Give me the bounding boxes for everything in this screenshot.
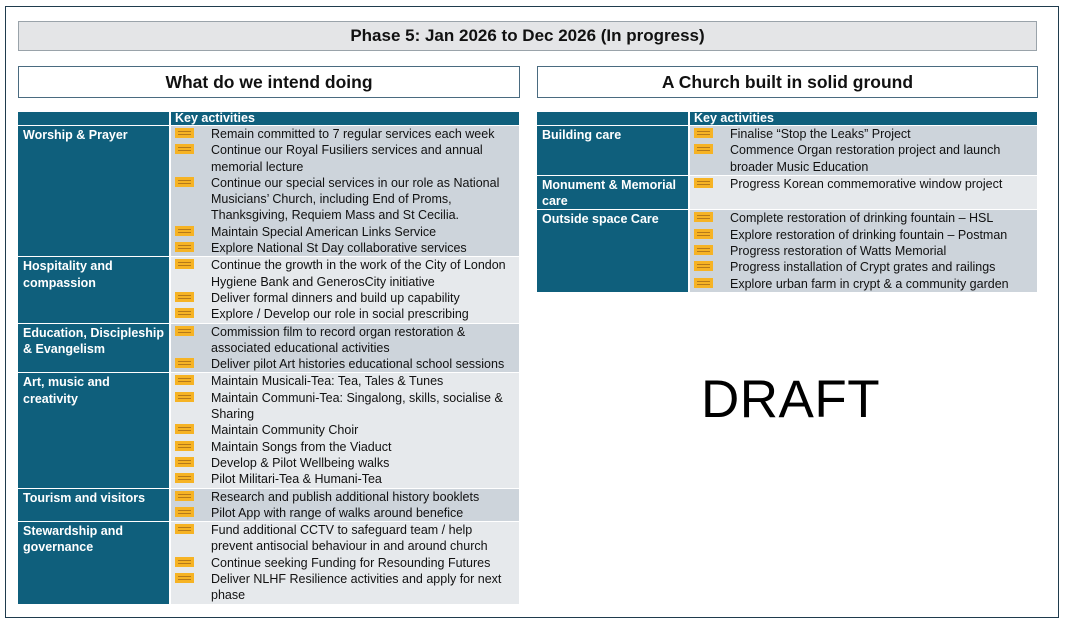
category-row (18, 521, 519, 603)
activity-item (171, 505, 519, 521)
status-badge-icon (175, 524, 194, 534)
activity-item (171, 356, 519, 372)
category-row (537, 209, 1037, 291)
activity-list (171, 125, 519, 256)
activity-item (690, 142, 1037, 175)
category-label: Stewardship and governance (18, 521, 171, 603)
activity-item (171, 471, 519, 487)
status-badge-icon (175, 226, 194, 236)
category-row (18, 488, 519, 522)
activity-text: Pilot App with range of walks around benefice (211, 505, 464, 520)
status-badge-icon (175, 242, 194, 252)
activity-text: Progress restoration of Watts Memorial (730, 244, 947, 259)
activity-text: Research and publish additional history booklets (211, 489, 480, 504)
category-row (537, 175, 1037, 210)
category-row (18, 125, 519, 256)
activity-item (171, 290, 519, 306)
category-row (537, 125, 1037, 175)
activity-text: Remain committed to 7 regular services each week (211, 127, 495, 141)
status-badge-icon (175, 358, 194, 368)
category-row (18, 256, 519, 322)
activity-item (171, 455, 519, 471)
activity-item (171, 489, 519, 505)
activity-text: Continue our special services in our role as National Musicians’ Church, including End of Proms, Thanksgiving, Requiem Mass and St Cecilia. (211, 175, 500, 223)
key-activities-header: Key activities (690, 112, 1037, 125)
status-badge-icon (175, 375, 194, 385)
activity-list (171, 323, 519, 373)
status-badge-icon (175, 441, 194, 451)
category-label: Art, music and creativity (18, 372, 171, 487)
activity-text: Deliver NLHF Resilience activities and apply for next phase (211, 572, 502, 603)
activity-text: Explore National St Day collaborative services (211, 241, 467, 256)
activity-item (690, 126, 1037, 142)
activity-item (171, 224, 519, 240)
status-badge-icon (175, 557, 194, 567)
activity-item (171, 126, 519, 142)
activity-text: Progress Korean commemorative window project (730, 176, 1003, 191)
phase-title: Phase 5: Jan 2026 to Dec 2026 (In progress) (18, 21, 1037, 51)
activity-list (171, 521, 519, 603)
right-activities-table (537, 112, 1037, 292)
activity-item (690, 227, 1037, 243)
activity-text: Maintain Special American Links Service (211, 224, 437, 239)
activity-item (171, 390, 519, 423)
activity-text: Pilot Militari-Tea & Humani-Tea (211, 472, 382, 487)
status-badge-icon (694, 212, 713, 222)
activity-item (690, 259, 1037, 275)
category-row (18, 323, 519, 373)
status-badge-icon (694, 278, 713, 288)
activity-item (690, 210, 1037, 226)
status-badge-icon (175, 308, 194, 318)
status-badge-icon (175, 573, 194, 583)
activity-text: Finalise “Stop the Leaks” Project (730, 127, 911, 141)
activity-item (690, 243, 1037, 259)
activity-item (171, 555, 519, 571)
status-badge-icon (175, 292, 194, 302)
status-badge-icon (175, 128, 194, 138)
activity-text: Explore / Develop our role in social prescribing (211, 307, 469, 322)
activity-item (171, 373, 519, 389)
status-badge-icon (175, 457, 194, 467)
category-label: Monument & Memorial care (537, 175, 690, 210)
status-badge-icon (175, 326, 194, 336)
status-badge-icon (175, 473, 194, 483)
activity-item (171, 257, 519, 290)
left-activities-table (18, 112, 519, 604)
activity-list (171, 256, 519, 322)
activity-text: Deliver formal dinners and build up capability (211, 290, 460, 305)
status-badge-icon (175, 507, 194, 517)
category-label: Building care (537, 125, 690, 175)
category-row (18, 372, 519, 487)
activity-item (171, 175, 519, 224)
activity-text: Fund additional CCTV to safeguard team / help prevent antisocial behaviour in and around church (211, 523, 488, 554)
activity-list (171, 488, 519, 522)
activity-item (171, 142, 519, 175)
activity-item (171, 422, 519, 438)
category-label: Worship & Prayer (18, 125, 171, 256)
category-label: Outside space Care (537, 209, 690, 291)
status-badge-icon (175, 491, 194, 501)
status-badge-icon (694, 229, 713, 239)
status-badge-icon (175, 259, 194, 269)
category-label: Tourism and visitors (18, 488, 171, 522)
activity-text: Continue our Royal Fusiliers services and annual memorial lecture (211, 143, 483, 174)
status-badge-icon (694, 261, 713, 271)
activity-item (171, 439, 519, 455)
table-header (18, 112, 519, 125)
status-badge-icon (175, 424, 194, 434)
status-badge-icon (694, 245, 713, 255)
activity-text: Develop & Pilot Wellbeing walks (211, 455, 390, 470)
activity-item (171, 522, 519, 555)
key-activities-header: Key activities (171, 112, 519, 125)
activity-item (171, 306, 519, 322)
status-badge-icon (175, 177, 194, 187)
activity-text: Maintain Community Choir (211, 423, 359, 438)
status-badge-icon (694, 144, 713, 154)
activity-item (690, 176, 1037, 192)
status-badge-icon (694, 128, 713, 138)
status-badge-icon (175, 144, 194, 154)
activity-text: Commission film to record organ restoration & associated educational activities (211, 324, 466, 355)
activity-text: Explore urban farm in crypt & a community garden (730, 276, 1009, 291)
activity-item (171, 571, 519, 604)
activity-list (690, 125, 1037, 175)
category-label: Hospitality and compassion (18, 256, 171, 322)
right-section-title: A Church built in solid ground (537, 66, 1038, 98)
activity-text: Maintain Communi-Tea: Singalong, skills, socialise & Sharing (211, 390, 503, 422)
activity-text: Progress installation of Crypt grates and railings (730, 260, 996, 275)
activity-text: Maintain Musicali-Tea: Tea, Tales & Tunes (211, 374, 444, 389)
activity-text: Deliver pilot Art histories educational school sessions (211, 357, 505, 372)
activity-list (171, 372, 519, 487)
activity-text: Explore restoration of drinking fountain – Postman (730, 227, 1008, 242)
activity-text: Commence Organ restoration project and launch broader Music Education (730, 143, 1001, 174)
activity-list (690, 175, 1037, 210)
left-section-title: What do we intend doing (18, 66, 520, 98)
activity-item (171, 240, 519, 256)
activity-list (690, 209, 1037, 291)
table-header (537, 112, 1037, 125)
activity-text: Continue seeking Funding for Resounding Futures (211, 555, 491, 570)
activity-item (171, 324, 519, 357)
status-badge-icon (175, 392, 194, 402)
category-label: Education, Discipleship & Evangelism (18, 323, 171, 373)
activity-text: Complete restoration of drinking fountain – HSL (730, 211, 994, 226)
activity-text: Maintain Songs from the Viaduct (211, 439, 392, 454)
activity-text: Continue the growth in the work of the City of London Hygiene Bank and GenerosCity initiative (211, 258, 506, 289)
draft-watermark: DRAFT (701, 370, 881, 429)
activity-item (690, 276, 1037, 292)
status-badge-icon (694, 178, 713, 188)
